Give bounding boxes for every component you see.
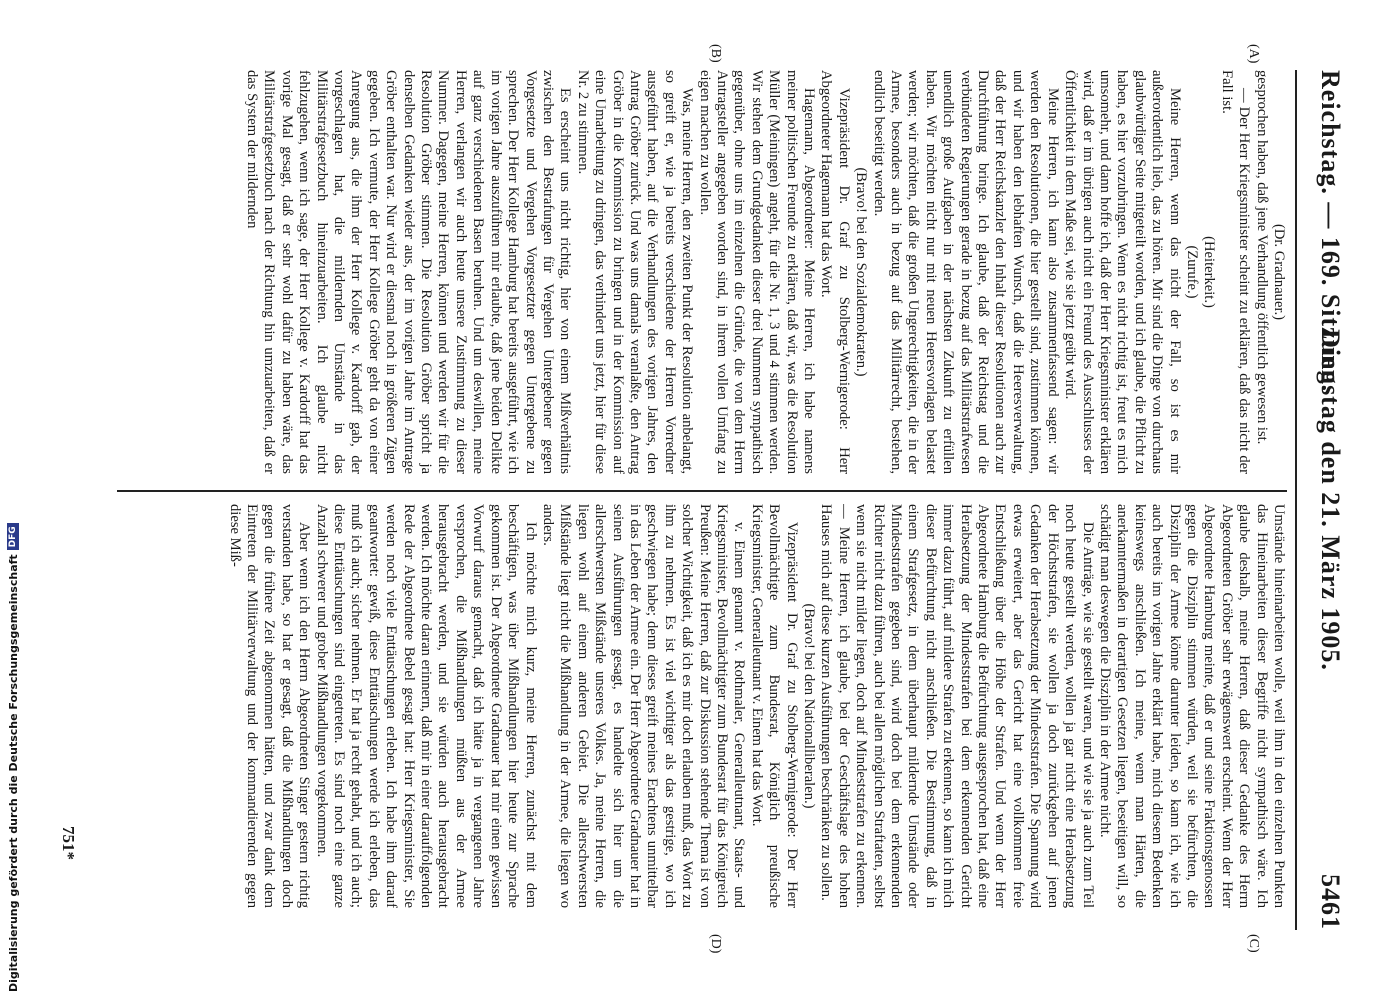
header-session: Reichstag. — 169. Sitzung. [1316,70,1345,393]
interjection: (Bravo! bei den Nationalliberalen.) [801,603,818,809]
paragraph: — Der Herr Kriegsminister scheint zu erklären, daß das nicht der Fall ist. [1218,70,1253,474]
interjection: (Heiterkeit.) [1201,236,1218,308]
interjection: (Zurufe.) [1183,245,1200,299]
dfg-logo: DFG [7,523,19,550]
right-column [60,504,1287,908]
credit-text: Digitalisierung gefördert durch die Deutsche Forschungsgemeinschaft [6,554,20,992]
credit-text-row [4,32,22,992]
paragraph: Die Anträge, wie sie gestellt waren, und wie sie ja auch zum Teil noch heute gestellt werden, wollen ja gar nicht eine Herabsetzung der Höchststrafen, sie wollen ja doch zurückgehen auf jenen Gedanken der Herabsetzung der Mindeststrafen. Die Spannung wird etwas erweitert, aber das Gericht hat eine vollkommen freie Entschließung über die Höhe der Strafen. Und wenn der Herr Abgeordnete Hamburg die Befürchtung ausgesprochen hat, daß eine Herabsetzung der Mindeststrafen bei dem erkennenden Gericht immer dazu führt, auf mildere Strafen zu erkennen, so kann ich mich dieser Befürchtung nicht anschließen. Die Bestimmung, daß in einem Strafgesetz, in dem überhaupt mildernde Umstände oder Mindeststrafen gegeben sind, wird doch bei dem erkennenden Richter nicht dazu führen, auch bei allen möglichen Straftaten, selbst wenn sie nicht milder liegen, doch auf Mindeststrafen zu erkennen. — Meine Herren, ich glaube, bei der Geschäftslage des hohen Hauses mich auf diese kurzen Ausführungen beschränken zu sollen. [818,504,1096,908]
paragraph-speaker: Hagemann, Abgeordneter: Meine Herren, ich habe namens meiner politischen Freunde zu erklären, daß wir, was die Resolution Müller (Meiningen) angeht, für die Nr. 1, 3 und 4 stimmen werden. Wir stehen dem Grundgedanken dieser drei Nummern sympathisch gegenüber, ohne uns im einzelnen die Gründe, die von dem Herrn Antragsteller angegeben worden sind, in ihrem vollen Umfang zu eigen machen zu wollen. [696,70,818,474]
paragraph: Ich möchte mich kurz, meine Herren, zunächst mit dem beschäftigen, was über Mißhandlungen hier heute zur Sprache gekommen ist. Der Abgeordnete Gradnauer hat mir einen gewissen Vorwurf daraus gemacht, daß ich hätte ja in vergangenen Jahre versprochen, die Mißhandlungen müßten aus der Armee herausgebracht werden, und sie würden auch herausgebracht werden. Ich möchte daran erinnern, daß mir in einer darauffolgenden Rede der Abgeordnete Bebel gesagt hat: Herr Kriegsminister, Sie werden noch viele Enttäuschungen erleben. Ich habe ihm darauf geantwortet: gewiß, diese Enttäuschungen werde ich erleben, das muß ich auch; sicher nehmen. Er hat ja recht gehabt, und ich auch; diese Enttäuschungen sind eingetreten. Es sind noch eine ganze Anzahl schwerer und grober Mißhandlungen vorgekommen. [313,504,539,908]
paragraph: Meine Herren, ich kann also zusammenfassend sagen: wir werden den Resolutionen, die hier gestellt sind, zustimmen können, und wir haben den lebhaften Wunsch, daß die Heeresverwaltung, daß der Herr Reichskanzler den Inhalt dieser Resolutionen auch zur Durchführung bringe. Ich glaube, daß der Reichstag und die verbündeten Regierungen gerade in bezug auf das Militärstrafwesen unendlich große Aufgaben in der nächsten Zukunft zu erfüllen haben. Wir möchten nicht nur mit neuen Heeresvorlagen belastet werden; wir möchten, daß die großen Ungerechtigkeiten, die in der Armee, besonders auch in bezug auf das Militärrecht, bestehen, endlich beseitigt werden. [870,70,1061,474]
page-header [1305,70,1345,930]
paragraph: Umstände hineinarbeiten wolle, weil ihm in den einzelnen Punkten das Hineinarbeiten dieser Begriffe nicht sympathisch wäre. Ich glaube deshalb, meine Herren, daß dieser Gedanke des Herrn Abgeordneten Gröber sehr erwägenswert erscheint. Wenn der Herr Abgeordnete Hamburg meinte, daß er und seine Fraktionsgenossen gegen die Disziplin stimmen würden, weil sie befürchten, die Disziplin der Armee könne darunter leiden, so kann ich, wie ich auch bereits im vorigen Jahre erklärt habe, mich diesem Bedenken keineswegs anschließen. Ich meine, wenn man Härten, die anerkanntermaßen in derartigen Gesetzen liegen, beseitigen will, so schädigt man deswegen die Disziplin in der Armee nicht. [1096,504,1287,908]
paragraph: Meine Herren, wenn das nicht der Fall, so ist es mir außerordentlich lieb, das zu hören. Mir sind die Dinge von durchaus glaubwürdiger Seite mitgeteilt worden, und ich glaube, die Pflicht zu haben, es hier vorzubringen. Wenn es nicht richtig ist, freut es mich umsomehr, und dann hoffe ich, daß der Herr Kriegsminister erklären wird, daß er im übrigen auch nicht ein Freund des Ausschlusses der Öffentlichkeit in dem Maße sei, wie sie jetzt geübt wird. [1062,70,1183,474]
paragraph-presiding: Vizepräsident Dr. Graf zu Stolberg-Wernigerode: Der Herr Bevollmächtigte zum Bundesrat, Königlich preußische Kriegsminister, Generalleutnant v. Einem hat das Wort. [748,504,800,908]
header-page-number: 5461 [1316,874,1345,930]
speaker-continued: (Dr. Gradnauer.) [1271,223,1287,321]
paragraph: gesprochen haben, daß jene Verhandlung öffentlich gewesen ist. [1253,70,1270,445]
column-divider [117,490,1287,492]
header-date: Dienstag den 21. März 1905. [1316,329,1345,671]
paragraph-presiding: Vizepräsident Dr. Graf zu Stolberg-Wernigerode: Herr Abgeordneter Hagemann hat das Wort. [818,70,852,474]
paragraph: Es erscheint uns nicht richtig, hier von einem Mißverhältnis zwischen den Bestrafungen für Vergehen Untergebener gegen Vorgesetzte und Vergehen Vorgesetzter gegen Untergebene zu sprechen. Der Herr Kollege Hamburg hat bereits ausgeführt, wie ich im vorigen Jahre auszuführen mir erlaubte, daß jene beiden Delikte auf ganz verschiedenen Basen beruhen. Und um deswillen, meine Herren, verlangen wir auch heute unsere Zustimmung zu dieser Nummer. Dagegen, meine Herren, können und werden wir für die Resolution Gröber stimmen. Die Resolution Gröber spricht ja denselben Gedanken wieder aus, der im vorigen Jahre im Antrage Gröber enthalten war. Nur wird er diesmal noch in größeren Zügen gegeben. Ich vermute, der Herr Kollege Gröber geht da von einer Anregung aus, die ihm der Herr Kollege v. Kardorff gab, der vorgeschlagen hat, die mildernden Umstände in das Militärstrafgesetzbuch hineinzuarbeiten. Ich glaube nicht fehlzugehen, wenn ich sage, der Herr Kollege v. Kardorff hat das vorige Mal gesagt, daß er sehr wohl dafür zu haben wäre, das Militärstrafgesetzbuch nach der Richtung hin umzuarbeiten, daß er das System der mildernden [244,70,574,474]
left-column [60,70,1287,474]
footer-page-number: 751* [59,826,78,860]
credit-strip [0,0,26,1000]
header-rule [1295,70,1297,930]
paragraph: Aber wenn ich den Herrn Abgeordneten Singer gestern richtig verstanden habe, so hat er gesagt, daß die Mißhandlungen doch gegen die frühere Zeit abgenommen hätten, und zwar dank dem Eintreten der Militärverwaltung und der kommandierenden gegen diese Miß- [226,504,313,908]
margin-mark-d: (D) [708,934,723,954]
margin-mark-a: (A) [1246,44,1261,64]
paragraph-speaker: v. Einem genannt v. Rothmaler, Generalleutnant, Staats- und Kriegsminister, Bevollmächtigter zum Bundesrat für das Königreich Preußen: Meine Herren, daß zur Diskussion stehende Thema ist von solcher Wichtigkeit, daß ich es mir doch erlauben muß, das Wort zu ihm zu nehmen. Es ist viel wichtiger als das gestrige, wo ich geschwiegen habe; denn dieses greift meines Erachtens unmittelbar in das Leben der Armee ein. Der Herr Abgeordnete Gradnauer hat in seinen Ausführungen gesagt, es handelte sich hier um die allerschwersten Mißstände unseres Volkes. Ja, meine Herren, die liegen wohl auf einem anderen Gebiet. Die allerschwersten Mißstände liegt nicht die Mißhandlung in der Armee, die liegen wo anders. [539,504,748,908]
paragraph: Was, meine Herren, den zweiten Punkt der Resolution anbelangt, so greift er, wie ja bereits verschiedene der Herren Vorredner ausgeführt haben, auf die Verhandlungen des vorigen Jahres, den Antrag Gröber zurück. Und was uns damals veranlaßte, den Antrag Gröber in die Kommission zu bringen und in der Kommission auf eine Umarbeitung zu dringen, das verhindert uns jetzt, hier für diese Nr. 2 zu stimmen. [574,70,696,474]
margin-mark-c: (C) [1246,934,1261,953]
interjection: (Bravo! bei den Sozialdemokraten.) [853,167,870,377]
margin-mark-b: (B) [708,44,723,63]
